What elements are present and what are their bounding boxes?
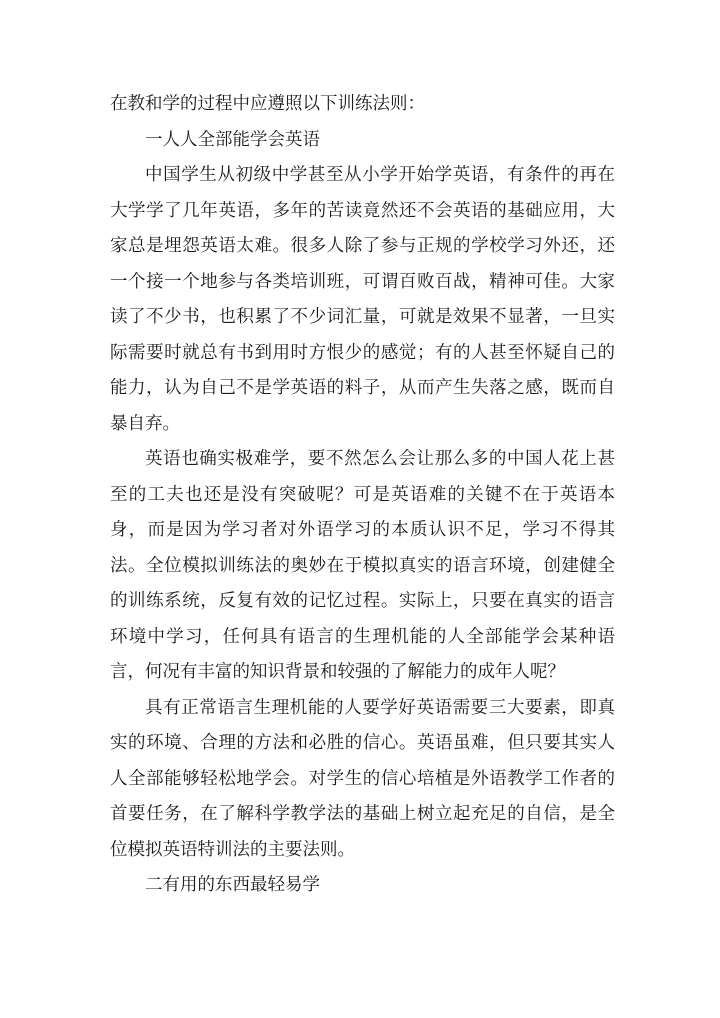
paragraph-1: 中国学生从初级中学甚至从小学开始学英语，有条件的再在大学学了几年英语，多年的苦读竟然还不会英语的基础应用，大家总是埋怨英语太难。很多人除了参与正规的学校学习外还，还一个接一个地参与各类培训班，可谓百败百战，精神可佳。大家读了不少书，也积累了不少词汇量，可就是效果不显著，一旦实际需要时就总有书到用时方恨少的感觉；有的人甚至怀疑自己的能力，认为自己不是学英语的料子，从而产生失落之感，既而自暴自弃。 [110,165,615,434]
section-heading-1: 一人人全部能学会英语 [145,129,320,150]
paragraph-2: 英语也确实极难学，要不然怎么会让那么多的中国人花上甚至的工夫也还是没有突破呢？可是英语难的关键不在于英语本身，而是因为学习者对外语学习的本质认识不足，学习不得其法。全位模拟训练法的奥妙在于模拟真实的语言环境，创建健全的训练系统，反复有效的记忆过程。实际上，只要在真实的语言环境中学习，任何具有语言的生理机能的人全部能学会某种语言，何况有丰富的知识背景和较强的了解能力的成年人呢？ [110,449,615,682]
intro-line: 在教和学的过程中应遵照以下训练法则： [110,94,425,114]
section-heading-2: 二有用的东西最轻易学 [145,875,320,895]
paragraph-3: 具有正常语言生理机能的人要学好英语需要三大要素，即真实的环境、合理的方法和必胜的信心。英语虽难，但只要其实人人全部能够轻松地学会。对学生的信心培植是外语教学工作者的首要任务，在了解科学教学法的基础上树立起充足的自信，是全位模拟英语特训法的主要法则。 [110,697,615,860]
document-body [110,87,615,904]
